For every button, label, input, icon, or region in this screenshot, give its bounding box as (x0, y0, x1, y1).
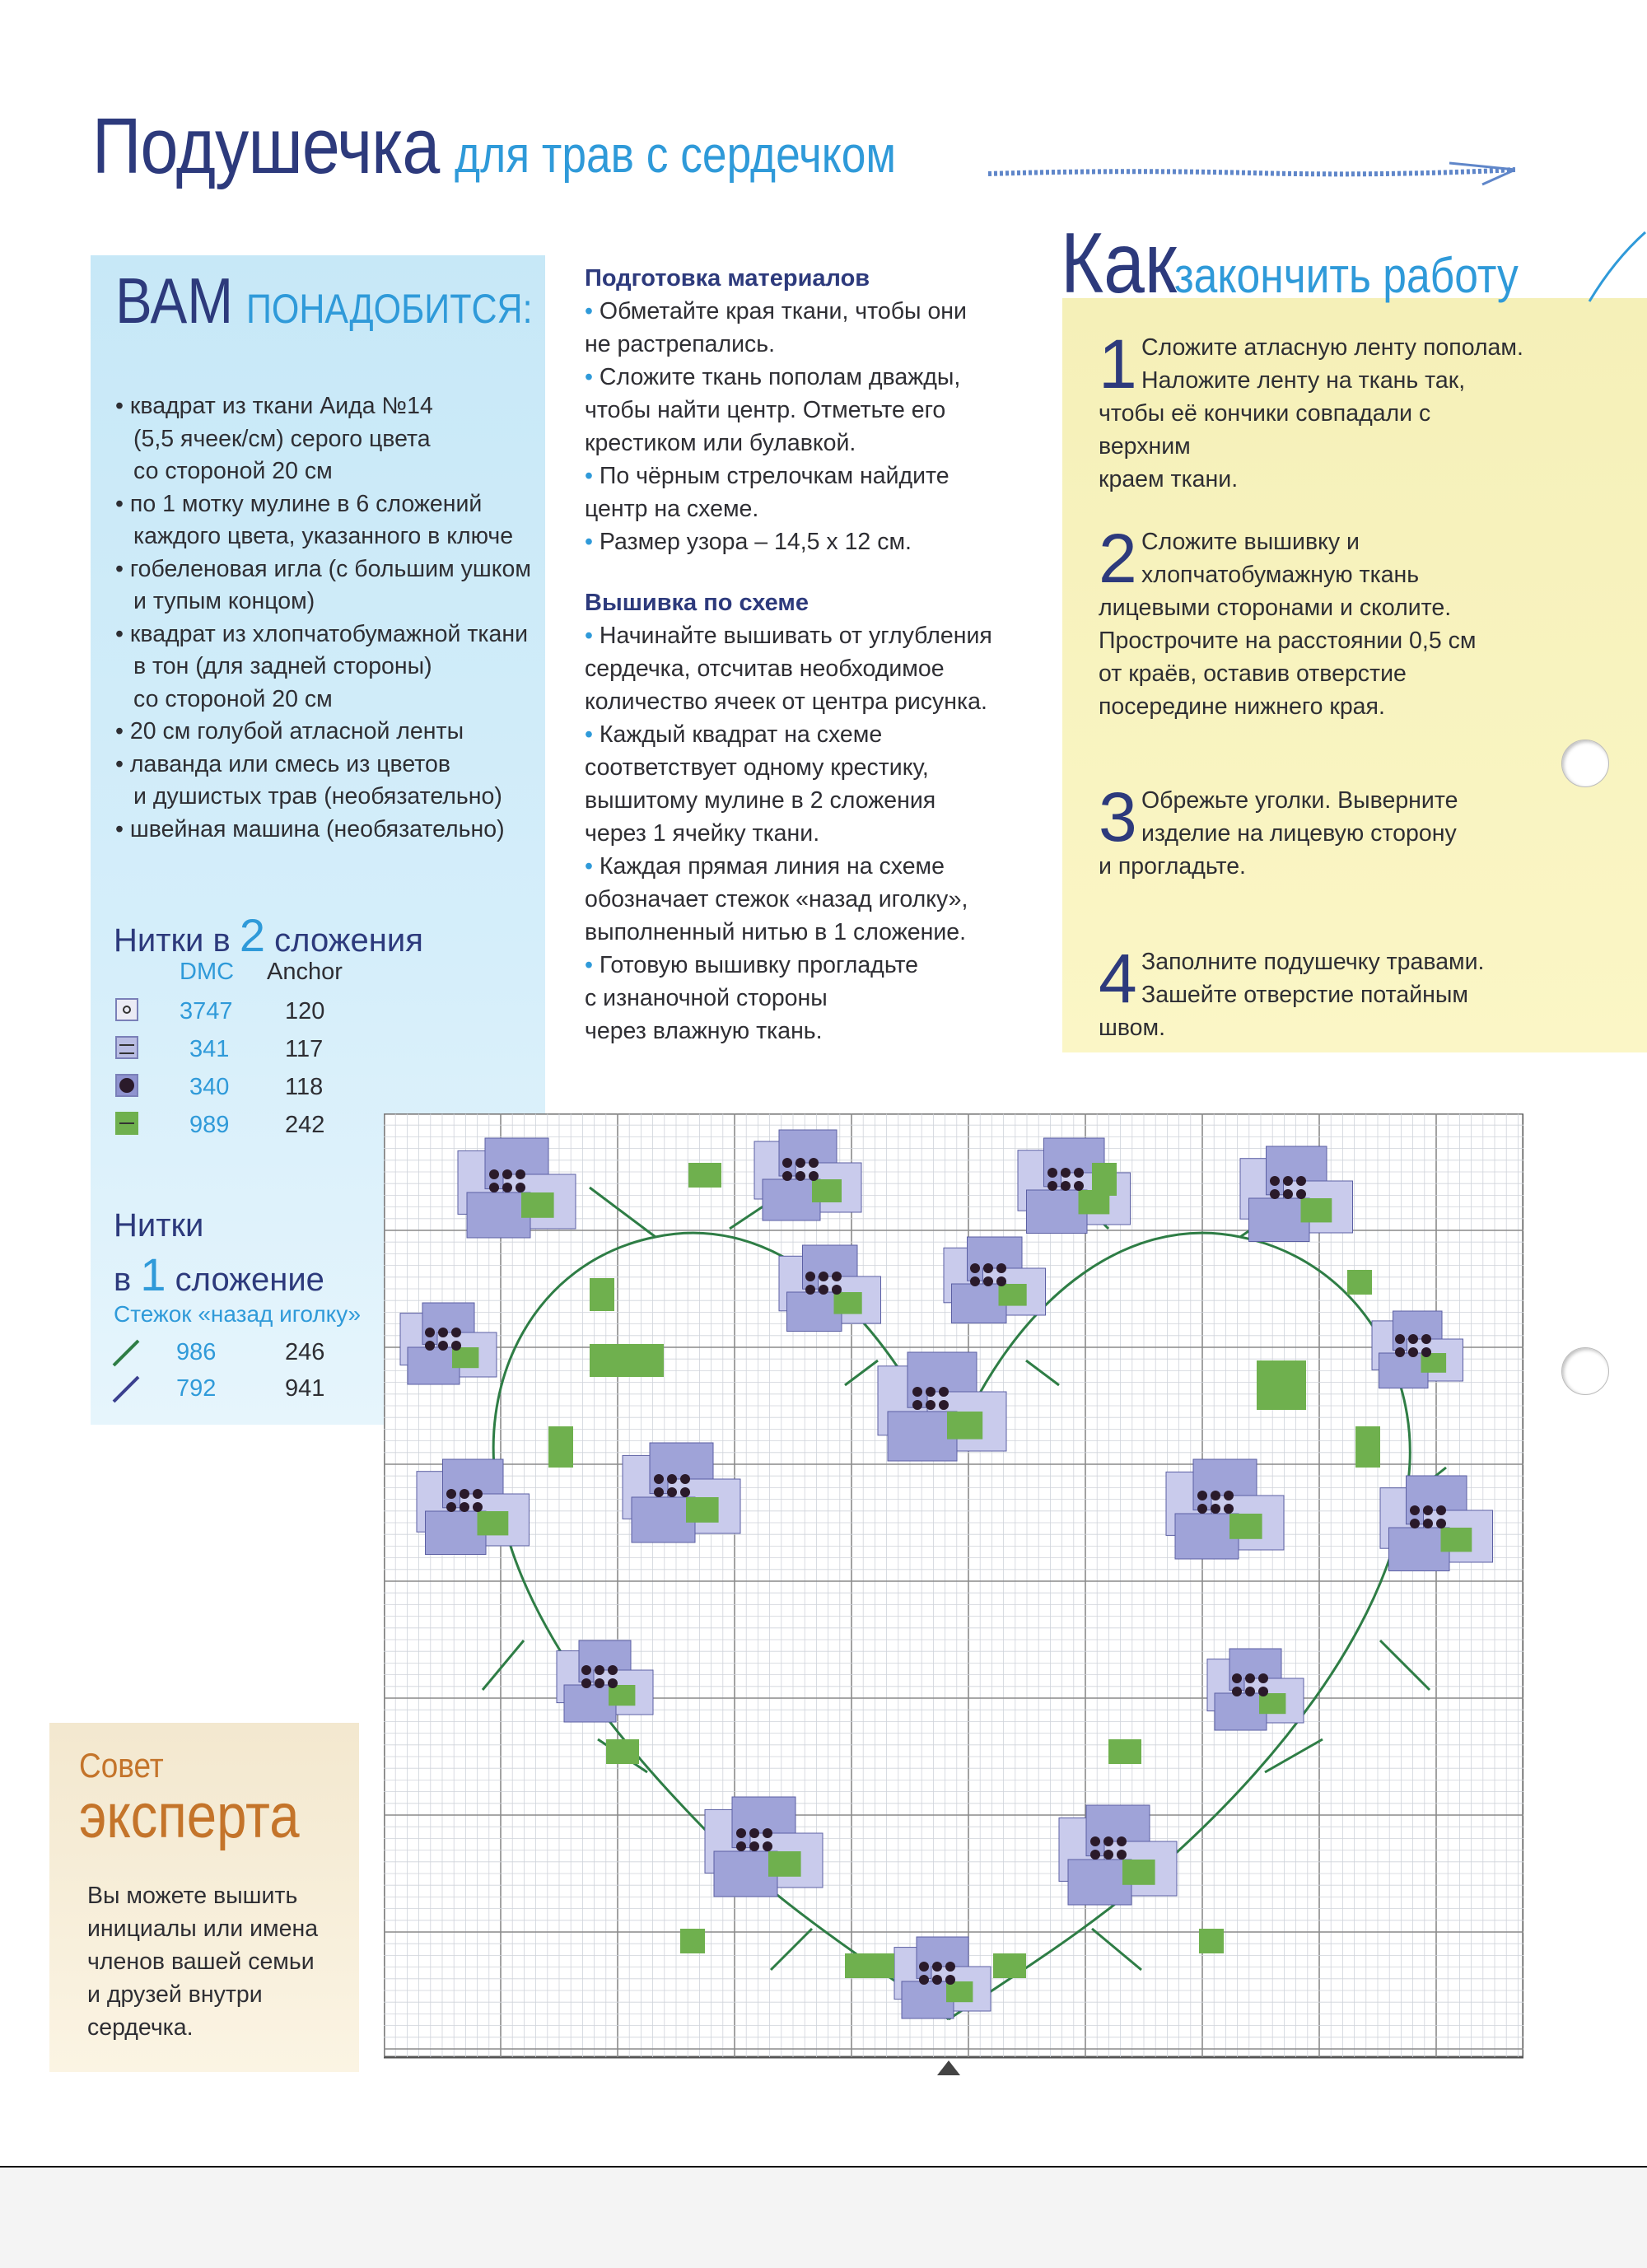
cross-stitch-chart (384, 1113, 1523, 2085)
finishing-step-4 (1099, 940, 1527, 1044)
threads-two-prefix: Нитки в (114, 922, 231, 959)
step-number: 3 (1099, 778, 1137, 856)
page-subtitle: для трав с сердечком (455, 127, 897, 184)
center-arrow-bottom-icon (937, 2060, 960, 2075)
threads-two-num: 2 (239, 909, 266, 961)
finishing-step-3 (1099, 778, 1527, 883)
thread-decoration (988, 161, 1515, 186)
list-item: • по 1 мотку мулине в 6 сложений каждого цвета, указанного в ключе (115, 488, 544, 553)
threads-one-title-line2 (114, 1248, 324, 1300)
binder-hole (1561, 740, 1609, 787)
symbol-340-icon (115, 1074, 138, 1097)
dmc-code: 792 (176, 1375, 217, 1402)
anchor-code: 118 (285, 1074, 324, 1100)
list-item: • квадрат из ткани Аида №14 (5,5 ячеек/см) серого цвета со стороной 20 см (115, 390, 544, 488)
list-item: • Каждый квадрат на схеме соответствует одному крестику, вышитому мулине в 2 сложения через 1 ячейку ткани. (585, 718, 996, 850)
list-item: • швейная машина (необязательно) (115, 814, 544, 847)
dmc-code: 341 (189, 1036, 230, 1062)
step-number: 4 (1099, 940, 1137, 1017)
step-text-rest: лицевыми сторонами и сколите. Прострочите на расстоянии 0,5 см от краёв, оставив отверстие посередине нижнего края. (1099, 595, 1477, 720)
symbol-989-icon (115, 1112, 138, 1135)
dmc-code: 986 (176, 1339, 217, 1365)
threads-two-title (114, 909, 423, 961)
threads-one-title-line1: Нитки (114, 1207, 204, 1244)
step-text-first: Заполните подушечку травами. Зашейте отверстие потайным (1141, 949, 1485, 1008)
list-item: • лаванда или смесь из цветов и душистых трав (необязательно) (115, 749, 544, 814)
expert-tip-text: Вы можете вышить инициалы или имена членов вашей семьи и друзей внутри сердечка. (87, 1883, 319, 2041)
list-item: • 20 см голубой атласной ленты (115, 716, 544, 749)
expert-tip-title: эксперта (79, 1781, 300, 1851)
threads-one-suffix: сложение (175, 1262, 324, 1298)
step-text-first: Сложите атласную ленту пополам. Наложите ленту на ткань так, (1141, 334, 1523, 394)
binder-hole (1561, 1347, 1609, 1395)
embroidery-section (585, 586, 996, 1048)
anchor-code: 120 (285, 998, 325, 1024)
scan-edge (0, 2166, 1647, 2268)
step-text-first: Сложите вышивку и хлопчатобумажную ткань (1141, 529, 1420, 588)
dmc-code: 989 (189, 1112, 230, 1138)
preparation-section (585, 262, 996, 558)
dmc-code: 3747 (180, 998, 233, 1024)
finishing-title-small: закончить работу (1174, 248, 1519, 303)
step-number: 2 (1099, 520, 1137, 597)
list-item: • Готовую вышивку прогладьте с изнаночной стороны через влажную ткань. (585, 949, 996, 1048)
anchor-code: 117 (285, 1036, 324, 1062)
finishing-title-big: Как (1061, 216, 1177, 311)
threads-one-num: 1 (140, 1248, 166, 1300)
finishing-title (1061, 216, 1575, 311)
anchor-code: 242 (285, 1112, 325, 1138)
backstitch-986-icon (110, 1336, 143, 1369)
finishing-step-1 (1099, 325, 1527, 496)
backstitch-792-icon (110, 1372, 143, 1405)
list-item: • Сложите ткань пополам дважды, чтобы найти центр. Отметьте его крестиком или булавкой. (585, 361, 996, 460)
dmc-column-header: DMC (180, 959, 235, 985)
threads-one-prefix: в (114, 1262, 132, 1298)
anchor-code: 941 (285, 1375, 325, 1402)
anchor-code: 246 (285, 1339, 325, 1365)
step-text-first: Обрежьте уголки. Выверните изделие на лицевую сторону (1141, 787, 1458, 847)
dmc-code: 340 (189, 1074, 230, 1100)
backstitch-title: Стежок «назад иголку» (114, 1301, 362, 1327)
list-item: • Размер узора – 14,5 х 12 см. (585, 525, 996, 558)
materials-title-small: ПОНАДОБИТСЯ: (245, 286, 533, 332)
symbol-341-icon (115, 1036, 138, 1059)
threads-two-suffix: сложения (274, 922, 423, 959)
step-text-rest: и прогладьте. (1099, 853, 1246, 880)
materials-title (115, 264, 579, 337)
embroidery-heading: Вышивка по схеме (585, 590, 810, 616)
finishing-step-2 (1099, 520, 1527, 723)
materials-title-big: ВАМ (115, 264, 234, 337)
step-text-rest: чтобы её кончики совпадали с верхним краем ткани. (1099, 400, 1431, 492)
anchor-column-header: Anchor (267, 959, 343, 985)
step-number: 1 (1099, 325, 1137, 403)
list-item: • По чёрным стрелочкам найдите центр на схеме. (585, 460, 996, 525)
expert-tip-label: Совет (79, 1746, 164, 1785)
list-item: • квадрат из хлопчатобумажной ткани в тон (для задней стороны) со стороной 20 см (115, 618, 544, 716)
list-item: • Начинайте вышивать от углубления сердечка, отсчитав необходимое количество ячеек от центра рисунка. (585, 619, 996, 718)
list-item: • Каждая прямая линия на схеме обозначает стежок «назад иголку», выполненный нитью в 1 сложение. (585, 850, 996, 949)
materials-list (115, 390, 544, 846)
list-item: • гобеленовая игла (с большим ушком и тупым концом) (115, 553, 544, 618)
pen-stroke-decoration (1581, 227, 1647, 310)
page-title: Подушечка (92, 102, 440, 190)
list-item: • Обметайте края ткани, чтобы они не растрепались. (585, 295, 996, 361)
preparation-heading: Подготовка материалов (585, 265, 870, 292)
symbol-3747-icon (115, 998, 138, 1021)
step-text-rest: швом. (1099, 1015, 1166, 1041)
